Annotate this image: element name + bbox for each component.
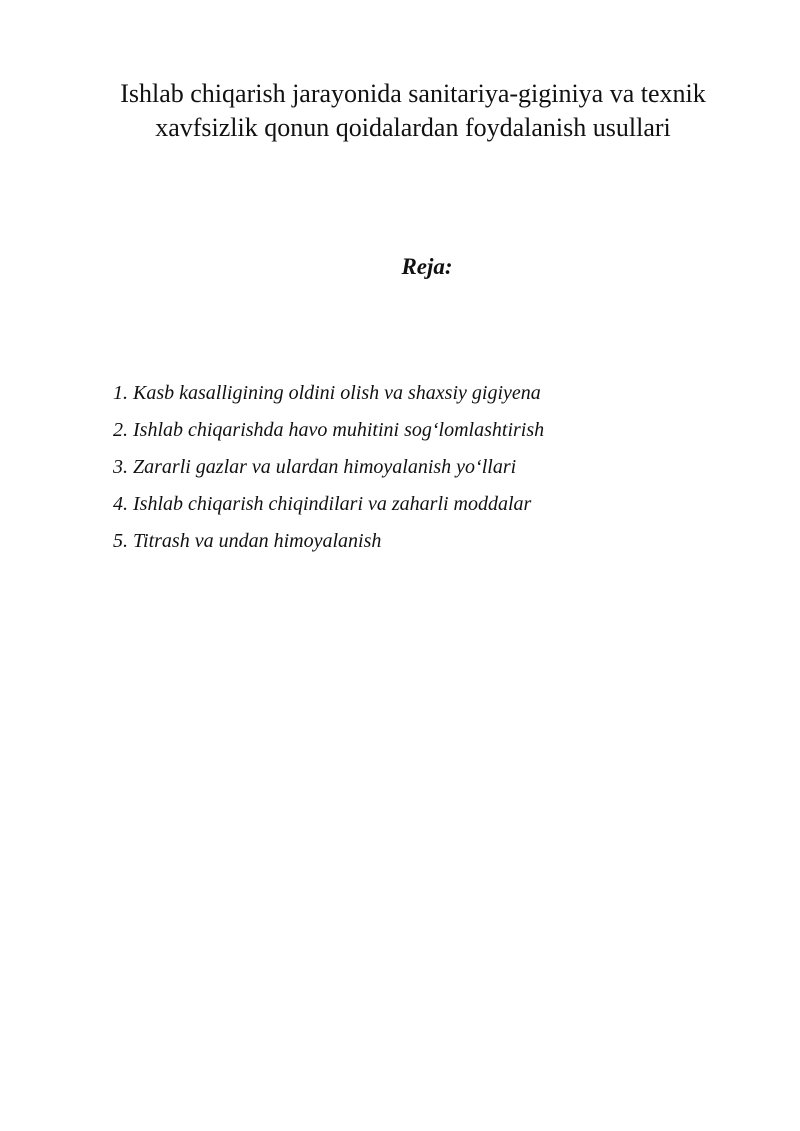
plan-heading: Reja: xyxy=(401,254,453,279)
list-item xyxy=(113,492,544,529)
list-item-number: 1. xyxy=(113,382,128,404)
list-item xyxy=(113,418,544,455)
document-title: Ishlab chiqarish jarayonida sanitariya-giginiya va texnik xavfsizlik qonun qoidalardan foydalanish usullari xyxy=(120,79,706,142)
list-item-number: 4. xyxy=(113,493,128,515)
list-item-text: Ishlab chiqarishda havo muhitini sog‘lomlashtirish xyxy=(133,419,545,441)
list-item-text: Kasb kasalligining oldini olish va shaxsiy gigiyena xyxy=(133,382,541,404)
list-item xyxy=(113,529,544,566)
plan-list xyxy=(113,381,544,566)
list-item-number: 2. xyxy=(113,419,128,441)
list-item xyxy=(113,455,544,492)
list-item-text: Zararli gazlar va ulardan himoyalanish yo‘llari xyxy=(133,456,517,478)
list-item xyxy=(113,381,544,418)
list-item-number: 5. xyxy=(113,530,128,552)
list-item-text: Titrash va undan himoyalanish xyxy=(133,530,382,552)
list-item-number: 3. xyxy=(113,456,128,478)
list-item-text: Ishlab chiqarish chiqindilari va zaharli moddalar xyxy=(133,493,532,515)
